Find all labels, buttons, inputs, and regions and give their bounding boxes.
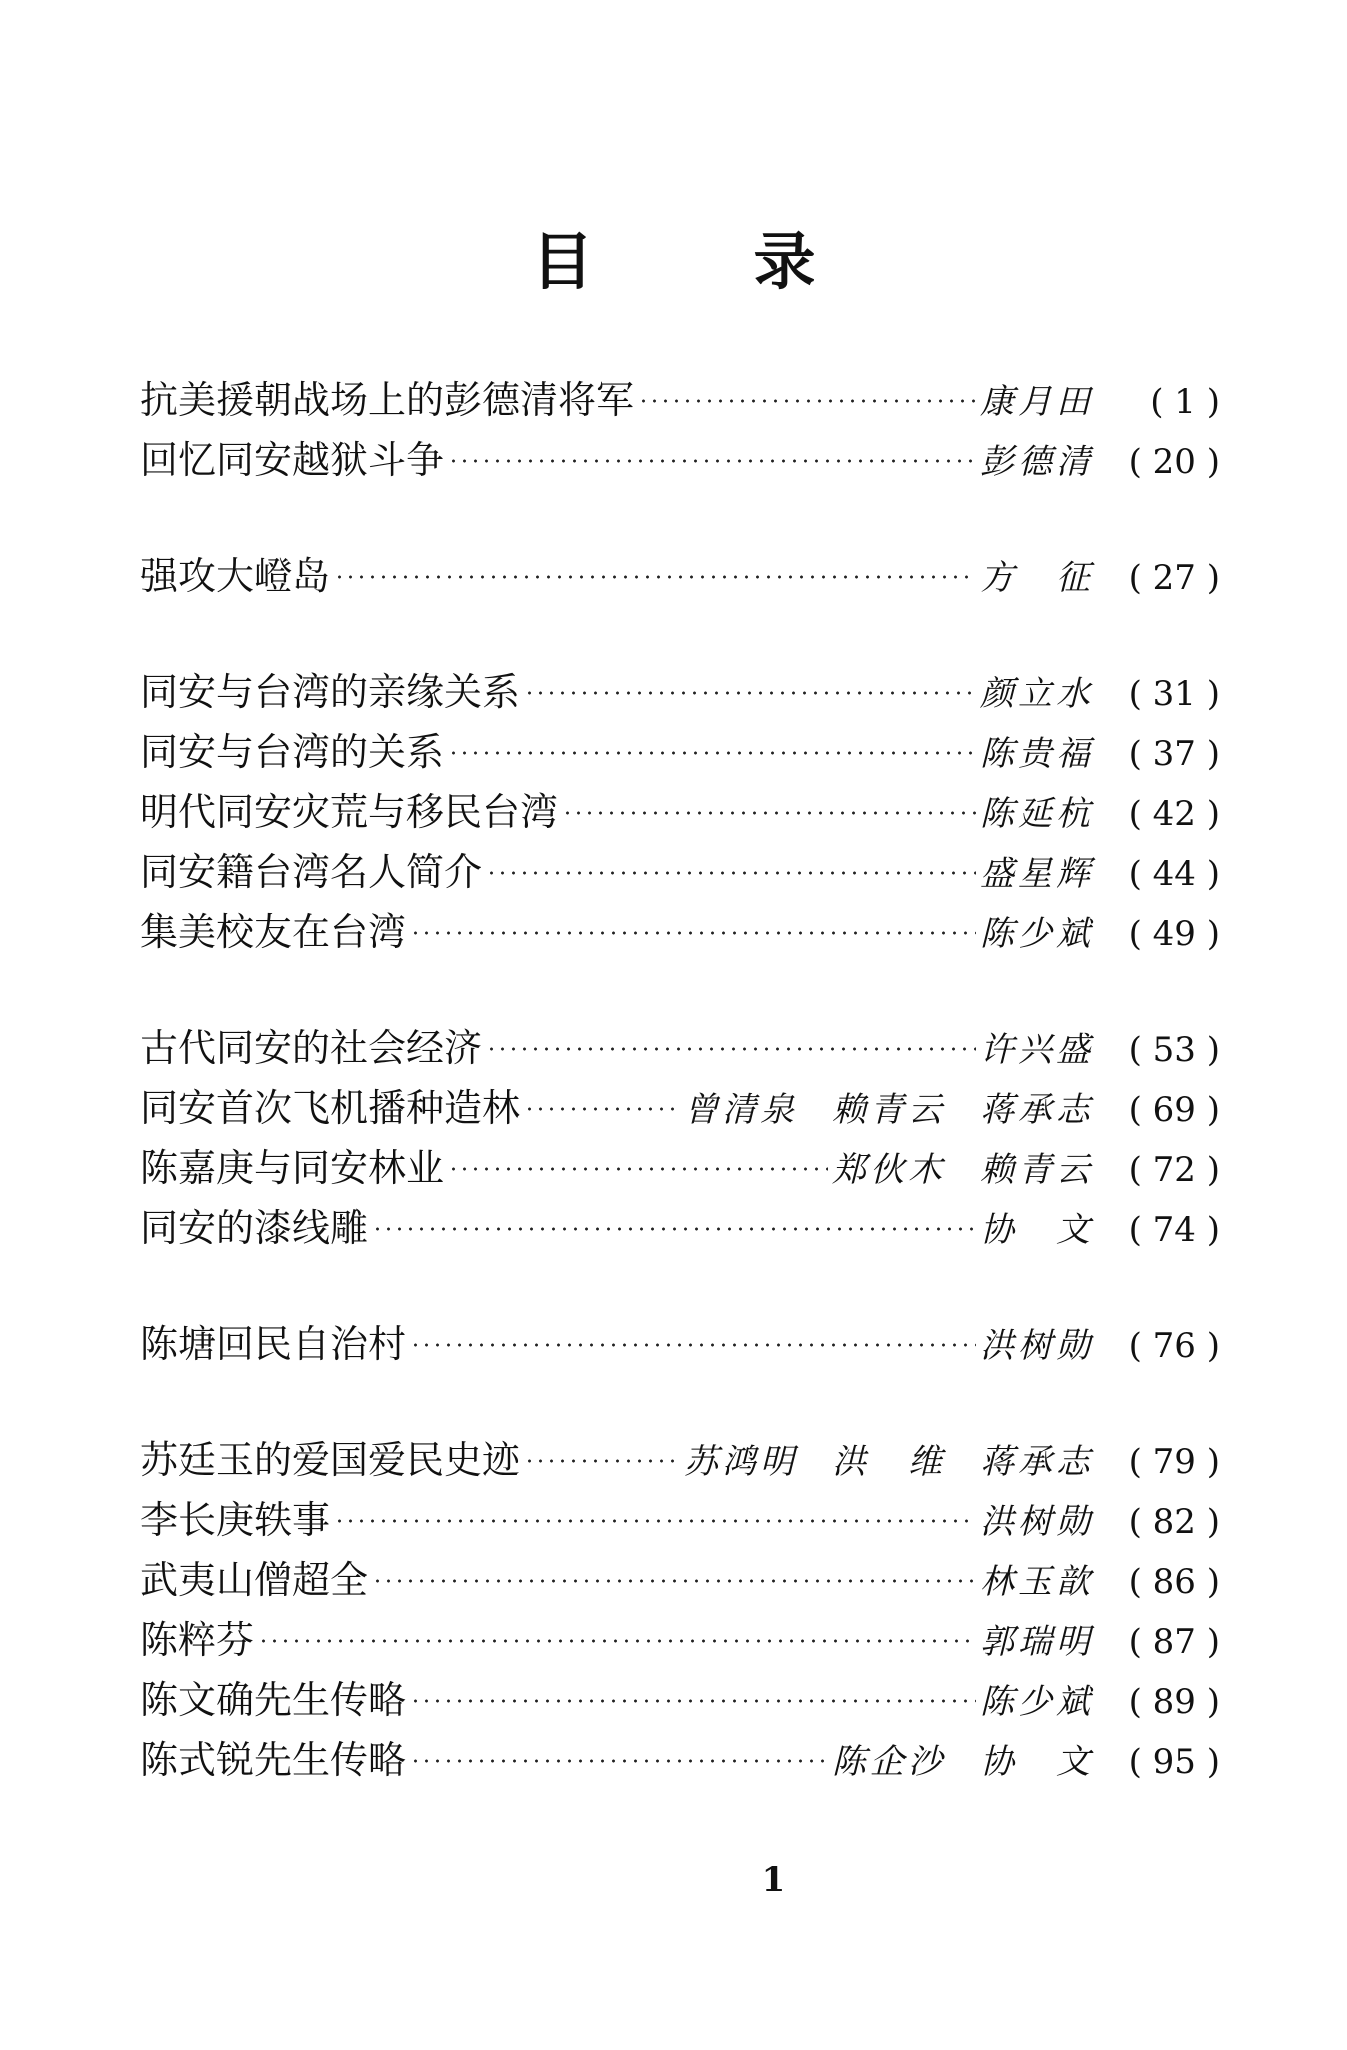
- toc-entry: [140, 722, 1220, 782]
- toc-entry: [140, 1730, 1220, 1790]
- author-name: 方 征: [980, 558, 1094, 598]
- dot-leader: [486, 1047, 976, 1051]
- author-name: 洪树勋: [980, 1326, 1094, 1366]
- page-number: 1: [761, 1860, 786, 1900]
- toc-entry: [140, 1078, 1220, 1138]
- dot-leader: [486, 871, 976, 875]
- toc-entry-title: 李长庚轶事: [140, 1498, 331, 1542]
- toc-entry: [140, 782, 1220, 842]
- toc-entry-authors: [980, 548, 1094, 608]
- toc-entry-authors: [980, 904, 1094, 964]
- toc-entry-page: ( 79 ): [1128, 1442, 1220, 1482]
- toc-entry-page: ( 89 ): [1128, 1682, 1220, 1722]
- toc-entry-title: 古代同安的社会经济: [140, 1026, 483, 1070]
- toc-entry-authors: [980, 1492, 1094, 1552]
- toc-entry: [140, 1610, 1220, 1670]
- author-name: 洪树勋: [980, 1502, 1094, 1542]
- toc-entry-authors: [980, 1672, 1094, 1732]
- toc-entry: [140, 902, 1220, 962]
- toc-entry-title: 武夷山僧超全: [140, 1558, 369, 1602]
- toc-entry-page: ( 82 ): [1128, 1502, 1220, 1542]
- toc-heading: [0, 212, 1347, 301]
- toc-entry-title: 集美校友在台湾: [140, 910, 407, 954]
- toc-entry-page: ( 20 ): [1128, 442, 1220, 482]
- dot-leader: [334, 575, 976, 579]
- author-name: 协 文: [980, 1210, 1094, 1250]
- author-name: 陈延杭: [980, 794, 1094, 834]
- author-name: 苏鸿明: [684, 1442, 798, 1482]
- toc-entry-title: 抗美援朝战场上的彭德清将军: [140, 378, 635, 422]
- author-name: 彭德清: [980, 442, 1094, 482]
- table-of-contents: [140, 370, 1220, 1846]
- toc-entry-page: ( 87 ): [1128, 1622, 1220, 1662]
- dot-leader: [524, 691, 976, 695]
- toc-entry-page: ( 27 ): [1128, 558, 1220, 598]
- author-name: 赖青云: [980, 1150, 1094, 1190]
- toc-entry-page: ( 69 ): [1128, 1090, 1220, 1130]
- dot-leader: [448, 459, 976, 463]
- toc-entry-title: 陈式锐先生传略: [140, 1738, 407, 1782]
- toc-entry: [140, 842, 1220, 902]
- toc-group: [140, 370, 1220, 490]
- toc-group: [140, 1018, 1220, 1258]
- toc-entry: [140, 1018, 1220, 1078]
- toc-entry-title: 同安籍台湾名人简介: [140, 850, 483, 894]
- dot-leader: [372, 1579, 976, 1583]
- toc-entry: [140, 430, 1220, 490]
- toc-entry-page: ( 74 ): [1128, 1210, 1220, 1250]
- dot-leader: [372, 1227, 976, 1231]
- author-name: 陈少斌: [980, 1682, 1094, 1722]
- toc-entry: [140, 546, 1220, 606]
- toc-entry-authors: [832, 1732, 1094, 1792]
- toc-entry-page: ( 76 ): [1128, 1326, 1220, 1366]
- toc-entry-title: 陈塘回民自治村: [140, 1322, 407, 1366]
- dot-leader: [334, 1519, 976, 1523]
- toc-entry-title: 同安与台湾的关系: [140, 730, 445, 774]
- toc-entry-page: ( 53 ): [1128, 1030, 1220, 1070]
- toc-entry-page: ( 72 ): [1128, 1150, 1220, 1190]
- toc-entry-page: ( 37 ): [1128, 734, 1220, 774]
- toc-entry: [140, 370, 1220, 430]
- toc-entry-page: ( 86 ): [1128, 1562, 1220, 1602]
- author-name: 陈企沙: [832, 1742, 946, 1782]
- toc-entry: [140, 662, 1220, 722]
- author-name: 许兴盛: [980, 1030, 1094, 1070]
- toc-entry-title: 强攻大嶝岛: [140, 554, 331, 598]
- author-name: 赖青云: [832, 1090, 946, 1130]
- toc-entry-page: ( 95 ): [1128, 1742, 1220, 1782]
- toc-entry-title: 同安的漆线雕: [140, 1206, 369, 1250]
- toc-entry: [140, 1670, 1220, 1730]
- author-name: 曾清泉: [684, 1090, 798, 1130]
- dot-leader: [410, 1343, 976, 1347]
- toc-entry: [140, 1430, 1220, 1490]
- dot-leader: [448, 751, 976, 755]
- toc-entry: [140, 1198, 1220, 1258]
- toc-entry: [140, 1550, 1220, 1610]
- toc-entry-authors: [980, 1612, 1094, 1672]
- dot-leader: [410, 931, 976, 935]
- toc-entry-authors: [980, 1200, 1094, 1260]
- author-name: 颜立水: [980, 674, 1094, 714]
- toc-entry-authors: [980, 724, 1094, 784]
- toc-group: [140, 546, 1220, 606]
- toc-entry-authors: [684, 1432, 1094, 1492]
- toc-entry-authors: [980, 664, 1094, 724]
- author-name: 洪 维: [832, 1442, 946, 1482]
- toc-heading-char-1: 目: [531, 225, 594, 298]
- author-name: 陈少斌: [980, 914, 1094, 954]
- toc-entry-page: ( 49 ): [1128, 914, 1220, 954]
- toc-heading-char-2: 录: [753, 225, 816, 298]
- dot-leader: [562, 811, 976, 815]
- toc-entry-authors: [980, 372, 1094, 432]
- toc-entry-authors: [980, 784, 1094, 844]
- toc-entry-authors: [832, 1140, 1094, 1200]
- toc-entry-title: 陈粹芬: [140, 1618, 255, 1662]
- toc-entry-title: 明代同安灾荒与移民台湾: [140, 790, 559, 834]
- toc-entry-authors: [684, 1080, 1094, 1140]
- toc-entry-authors: [980, 1552, 1094, 1612]
- toc-group: [140, 1430, 1220, 1790]
- dot-leader: [448, 1167, 828, 1171]
- toc-entry-title: 回忆同安越狱斗争: [140, 438, 445, 482]
- toc-entry-page: ( 1 ): [1150, 382, 1220, 422]
- toc-entry-title: 同安与台湾的亲缘关系: [140, 670, 521, 714]
- dot-leader: [410, 1699, 976, 1703]
- toc-entry: [140, 1138, 1220, 1198]
- toc-entry-title: 陈嘉庚与同安林业: [140, 1146, 445, 1190]
- toc-entry: [140, 1314, 1220, 1374]
- dot-leader: [638, 399, 976, 403]
- toc-group: [140, 662, 1220, 962]
- toc-entry-authors: [980, 432, 1094, 492]
- dot-leader: [410, 1759, 828, 1763]
- dot-leader: [524, 1107, 680, 1111]
- toc-entry-page: ( 42 ): [1128, 794, 1220, 834]
- toc-entry-page: ( 44 ): [1128, 854, 1220, 894]
- author-name: 陈贵福: [980, 734, 1094, 774]
- author-name: 郑伙木: [832, 1150, 946, 1190]
- toc-entry-authors: [980, 1020, 1094, 1080]
- author-name: 蒋承志: [980, 1442, 1094, 1482]
- author-name: 蒋承志: [980, 1090, 1094, 1130]
- toc-entry-title: 同安首次飞机播种造林: [140, 1086, 521, 1130]
- author-name: 康月田: [980, 382, 1094, 422]
- toc-group: [140, 1314, 1220, 1374]
- toc-entry: [140, 1490, 1220, 1550]
- toc-entry-authors: [980, 844, 1094, 904]
- dot-leader: [258, 1639, 976, 1643]
- author-name: 郭瑞明: [980, 1622, 1094, 1662]
- toc-entry-authors: [980, 1316, 1094, 1376]
- toc-entry-page: ( 31 ): [1128, 674, 1220, 714]
- author-name: 盛星辉: [980, 854, 1094, 894]
- author-name: 协 文: [980, 1742, 1094, 1782]
- toc-entry-title: 陈文确先生传略: [140, 1678, 407, 1722]
- author-name: 林玉歆: [980, 1562, 1094, 1602]
- toc-entry-title: 苏廷玉的爱国爱民史迹: [140, 1438, 521, 1482]
- dot-leader: [524, 1459, 680, 1463]
